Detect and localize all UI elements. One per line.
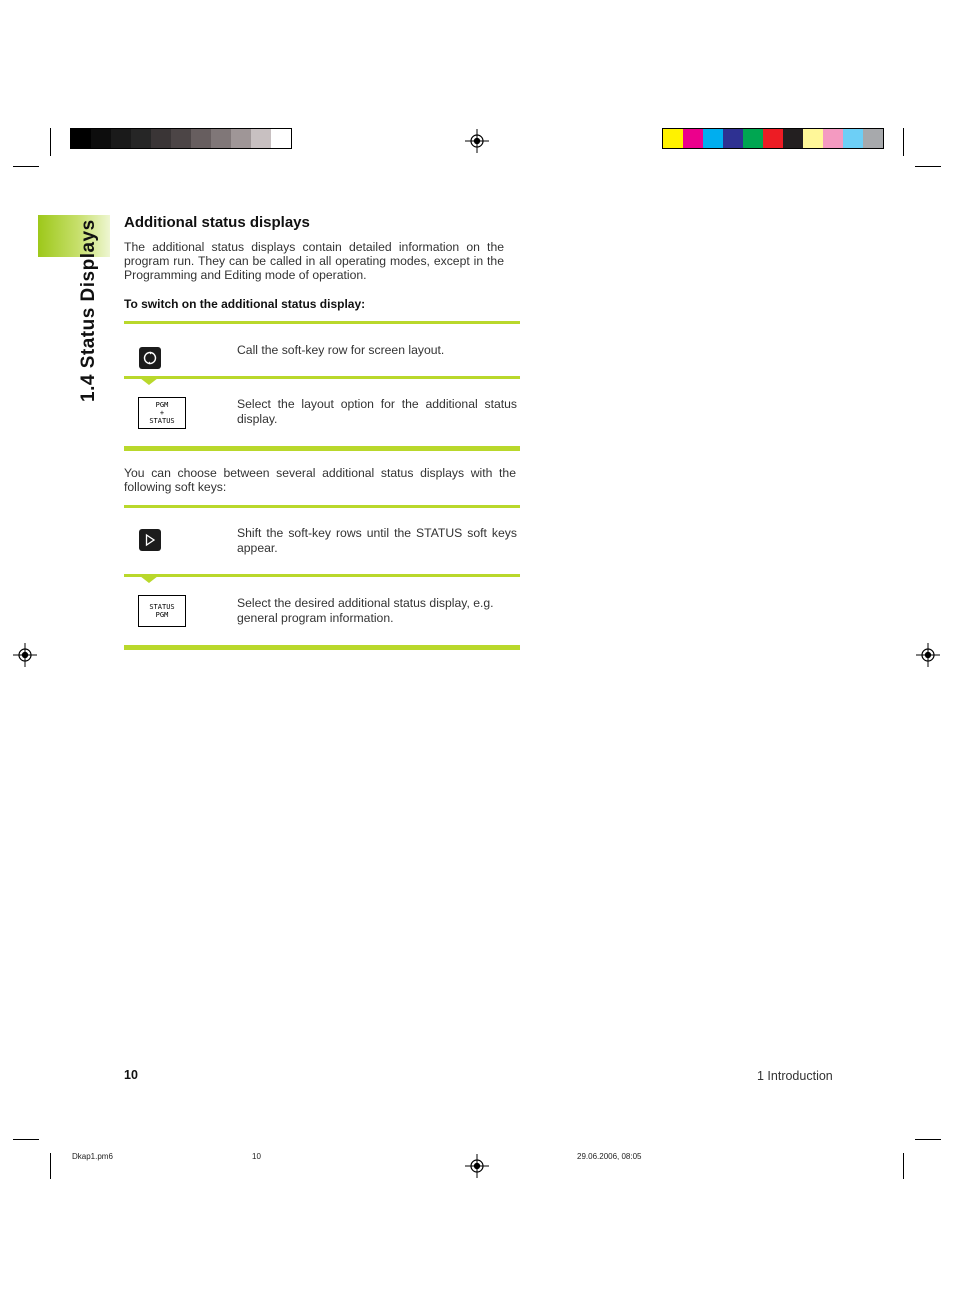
next-arrow-key-icon	[143, 533, 157, 547]
color-swatch	[151, 129, 171, 148]
screen-layout-key[interactable]	[139, 347, 161, 369]
color-swatch	[111, 129, 131, 148]
step-text: Call the soft-key row for screen layout.	[237, 343, 445, 357]
step-text: Shift the soft-key rows until the STATUS soft keys appear.	[237, 526, 517, 555]
divider	[124, 645, 520, 650]
color-swatch	[743, 129, 763, 148]
color-bar	[662, 128, 884, 149]
registration-mark-icon	[465, 1154, 489, 1178]
middle-paragraph: You can choose between several additional status displays with the following soft keys:	[124, 466, 516, 494]
page-number: 10	[124, 1068, 138, 1082]
step-arrow	[140, 378, 158, 385]
step-text: Select the desired additional status display, e.g. general program information.	[237, 596, 494, 625]
color-swatch	[663, 129, 683, 148]
softkey-line: +	[159, 409, 165, 417]
next-arrow-key[interactable]	[139, 529, 161, 551]
divider	[124, 505, 520, 508]
color-swatch	[231, 129, 251, 148]
color-swatch	[823, 129, 843, 148]
color-swatch	[191, 129, 211, 148]
color-swatch	[71, 129, 91, 148]
color-swatch	[683, 129, 703, 148]
softkey-line: PGM	[155, 611, 169, 619]
chapter-label: 1 Introduction	[757, 1069, 833, 1083]
pgm-status-softkey[interactable]	[138, 397, 186, 429]
divider	[124, 321, 520, 324]
color-swatch	[271, 129, 291, 148]
grayscale-bar	[70, 128, 292, 149]
screen-layout-key-icon	[142, 350, 158, 366]
slug-datetime: 29.06.2006, 08:05	[577, 1152, 642, 1161]
softkey-line: STATUS	[149, 603, 175, 611]
softkey-line: STATUS	[149, 417, 175, 425]
color-swatch	[171, 129, 191, 148]
section-heading: Additional status displays	[124, 214, 310, 231]
color-swatch	[783, 129, 803, 148]
color-swatch	[251, 129, 271, 148]
divider	[124, 376, 520, 379]
status-pgm-softkey[interactable]	[138, 595, 186, 627]
color-swatch	[91, 129, 111, 148]
slug-file: Dkap1.pm6	[72, 1152, 113, 1161]
side-title: 1.4 Status Displays	[78, 219, 99, 402]
color-swatch	[763, 129, 783, 148]
registration-mark-icon	[465, 129, 489, 153]
slug-page: 10	[252, 1152, 261, 1161]
step-text: Select the layout option for the additional status display.	[237, 397, 517, 426]
step-arrow	[140, 576, 158, 583]
color-swatch	[703, 129, 723, 148]
divider	[124, 446, 520, 451]
registration-mark-icon	[13, 643, 37, 667]
registration-mark-icon	[916, 643, 940, 667]
color-swatch	[803, 129, 823, 148]
color-swatch	[211, 129, 231, 148]
color-swatch	[723, 129, 743, 148]
color-swatch	[863, 129, 883, 148]
lead-text: To switch on the additional status display:	[124, 297, 366, 311]
divider	[124, 574, 520, 577]
color-swatch	[843, 129, 863, 148]
softkey-line: PGM	[155, 401, 169, 409]
intro-paragraph: The additional status displays contain detailed information on the program run. They can be called in all operating modes, except in the Programming and Editing mode of operation.	[124, 240, 504, 282]
color-swatch	[131, 129, 151, 148]
